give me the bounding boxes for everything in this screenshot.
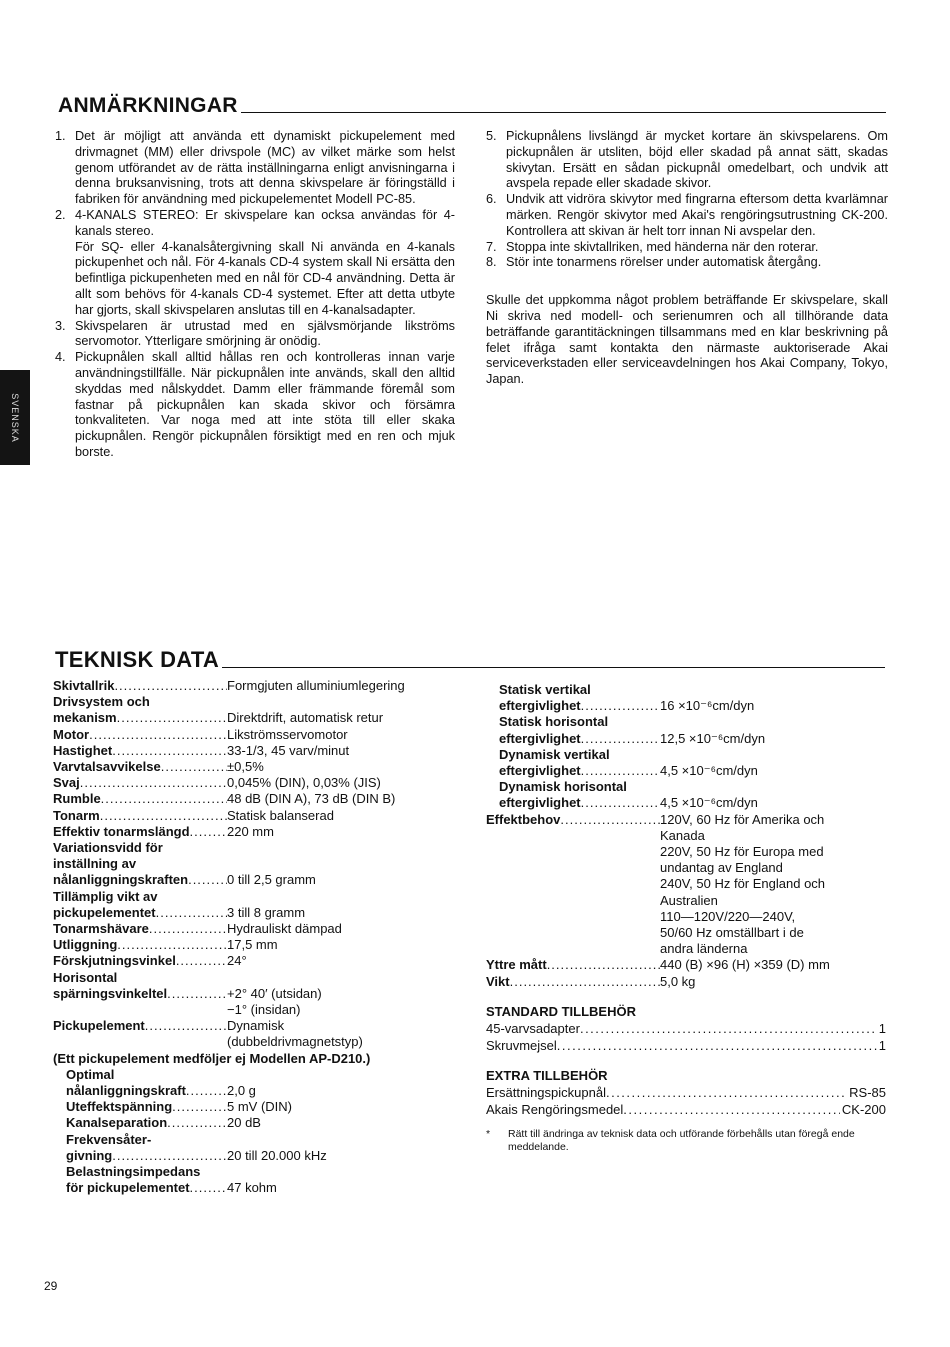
spec-value: 4,5 ×10⁻⁶cm/dyn xyxy=(660,795,758,811)
heading-rule xyxy=(241,112,886,113)
spec-row xyxy=(53,759,453,775)
spec-label: eftergivlighet xyxy=(499,795,581,811)
accessory-name: 45-varvsadapter xyxy=(486,1021,580,1037)
accessory-name: Akais Rengöringsmedel xyxy=(486,1101,624,1117)
spec-label: för pickupelementet xyxy=(66,1180,190,1196)
spec-label: Rumble xyxy=(53,791,101,807)
spec-value: 12,5 ×10⁻⁶cm/dyn xyxy=(660,730,766,746)
spec-label: Optimal xyxy=(66,1066,115,1082)
notes-heading-text: ANMÄRKNINGAR xyxy=(58,94,238,117)
accessory-row xyxy=(486,1021,886,1038)
spec-row xyxy=(53,953,453,969)
spec-label: Uteffektspänning xyxy=(66,1099,173,1115)
spec-value: Direktdrift, automatisk retur xyxy=(227,710,384,726)
spec-value: Kanada xyxy=(660,827,705,843)
spec-value: Australien xyxy=(660,892,718,908)
footnote-text: Rätt till ändringa av teknisk data och utförande förbehålls utan föregå ende meddelande. xyxy=(508,1128,855,1154)
spec-label: Pickupelement xyxy=(53,1018,145,1034)
language-tab-label: SVENSKA xyxy=(10,392,20,443)
spec-row xyxy=(486,974,886,990)
spec-label: Svaj xyxy=(53,775,80,791)
spec-value: 48 dB (DIN A), 73 dB (DIN B) xyxy=(227,791,396,807)
spec-value: 220V, 50 Hz för Europa med xyxy=(660,844,824,860)
spec-label: eftergivlighet xyxy=(499,698,581,714)
spec-value: Statisk balanserad xyxy=(227,807,334,823)
spec-row xyxy=(53,824,453,840)
spec-left-column xyxy=(53,678,453,1197)
notes-right-column xyxy=(486,129,888,401)
note-number: 6. xyxy=(486,192,497,207)
note-text: Stoppa inte skivtallriken, med händerna när den roterar. xyxy=(506,239,819,254)
spec-label: Dynamisk vertikal xyxy=(499,746,610,762)
heading-rule xyxy=(222,667,885,668)
spec-label: Skivtallrik xyxy=(53,678,115,693)
spec-label: Förskjutningsvinkel xyxy=(53,953,176,969)
spec-row xyxy=(53,710,453,726)
spec-value: 5 mV (DIN) xyxy=(227,1099,292,1115)
standard-accessories-title: STANDARD TILLBEHÖR xyxy=(486,1003,636,1019)
spec-label: eftergivlighet xyxy=(499,763,581,779)
accessory-qty: 1 xyxy=(878,1037,886,1053)
note-text: Pickupnålens livslängd är mycket kortare än skivspelarens. Om pickupnålen är utsliten, böjd eller skadad på annat sätt, skadas skivytan. Ersätt en sådan pickupnål omedelbart, och undvik att avspela repade eller skadade skivor. xyxy=(506,129,888,191)
spec-row xyxy=(53,986,453,1002)
spec-label: Statisk vertikal xyxy=(499,682,591,697)
note-text: Skivspelaren är utrustad med en självsmörjande likströms servomotor. Ytterligare smörjning är onödig. xyxy=(75,318,455,349)
spec-value: 220 mm xyxy=(227,823,274,839)
accessory-name: Skruvmejsel xyxy=(486,1037,557,1053)
spec-label: Statisk horisontal xyxy=(499,714,609,730)
spec-label: Tonarm xyxy=(53,807,100,823)
page-number: 29 xyxy=(44,1279,58,1293)
footnote xyxy=(486,1128,886,1154)
spec-label: Kanalseparation xyxy=(66,1115,168,1131)
spec-label: Belastningsimpedans xyxy=(66,1164,201,1180)
spec-label: Effektbehov xyxy=(486,811,561,827)
spec-label: Hastighet xyxy=(53,742,113,758)
spec-label: mekanism xyxy=(53,710,117,726)
spec-value: 47 kohm xyxy=(227,1180,277,1196)
spec-label: pickupelementet xyxy=(53,904,156,920)
spec-row xyxy=(53,921,453,937)
spec-row xyxy=(53,1018,453,1034)
spec-row xyxy=(53,872,453,888)
spec-value: 5,0 kg xyxy=(660,973,696,989)
spec-value: 4,5 ×10⁻⁶cm/dyn xyxy=(660,763,758,779)
spec-label: nålanliggningskraft xyxy=(66,1083,186,1099)
spec-label: Frekvensåter- xyxy=(66,1131,152,1147)
note-text: Det är möjligt att använda ett dynamiskt pickupelement med drivmagnet (MM) eller drivspole (MC) av vilket märke som helst genom utförandet av de rätta inställningarna enligt anvisningarna i denna bruksanvisning, trots att denna skivspelare är föringställd i fabriken för användning med pickupelementet Modell PC-85. xyxy=(75,129,455,207)
spec-row xyxy=(53,905,453,921)
accessory-row xyxy=(486,1085,886,1102)
spec-row xyxy=(53,1180,453,1196)
spec-label: Yttre mått xyxy=(486,957,547,973)
spec-row xyxy=(486,957,886,973)
spec-row xyxy=(486,812,886,828)
note-number: 7. xyxy=(486,239,497,254)
spec-value: ±0,5% xyxy=(227,759,264,775)
note-item xyxy=(486,240,888,256)
spec-row xyxy=(53,1083,453,1099)
spec-value: 120V, 60 Hz för Amerika och xyxy=(660,811,825,827)
tech-heading-text: TEKNISK DATA xyxy=(55,647,220,672)
note-item xyxy=(486,192,888,239)
accessory-qty: RS-85 xyxy=(849,1085,886,1101)
spec-label: Motor xyxy=(53,726,90,742)
spec-value: 0,045% (DIN), 0,03% (JIS) xyxy=(227,775,381,791)
note-number: 8. xyxy=(486,255,497,270)
spec-label: Tillämplig vikt av xyxy=(53,888,158,904)
spec-label: Dynamisk horisontal xyxy=(499,779,627,795)
spec-label: Varvtalsavvikelse xyxy=(53,759,161,775)
spec-value: 0 till 2,5 gramm xyxy=(227,872,316,888)
spec-label: eftergivlighet xyxy=(499,730,581,746)
note-item xyxy=(486,255,888,271)
spec-row xyxy=(53,1148,453,1164)
note-number: 5. xyxy=(486,129,497,143)
spec-row xyxy=(486,731,886,747)
spec-value: 16 ×10⁻⁶cm/dyn xyxy=(660,698,755,714)
spec-right-column xyxy=(486,682,886,1154)
spec-label: Tonarmshävare xyxy=(53,921,149,937)
spec-label: givning xyxy=(66,1147,113,1163)
accessory-row xyxy=(486,1038,886,1055)
note-number: 4. xyxy=(55,350,66,365)
accessory-name: Ersättningspickupnål xyxy=(486,1085,606,1101)
spec-row xyxy=(486,698,886,714)
spec-row xyxy=(53,727,453,743)
spec-label: spärningsvinkeltel xyxy=(53,985,168,1001)
spec-value: undantag av England xyxy=(660,860,783,876)
spec-value: Hydrauliskt dämpad xyxy=(227,921,342,937)
note-text: Undvik att vidröra skivytor med fingrarna eftersom detta kvarlämnar märken. Rengör skivytor med Akai's rengöringsutrustning CK-200. Kontrollera att skivan är helt torr innan Ni avspelar den. xyxy=(506,192,888,238)
tech-heading xyxy=(55,647,885,673)
spec-label: Effektiv tonarmslängd xyxy=(53,823,190,839)
spec-value: 20 till 20.000 kHz xyxy=(227,1147,327,1163)
spec-value: +2° 40′ (utsidan) xyxy=(227,985,322,1001)
spec-value: 2,0 g xyxy=(227,1083,256,1099)
spec-label: Utliggning xyxy=(53,937,118,953)
spec-value: −1° (insidan) xyxy=(227,1002,301,1018)
accessory-qty: CK-200 xyxy=(841,1101,886,1117)
extra-accessories-title: EXTRA TILLBEHÖR xyxy=(486,1068,608,1084)
spec-value: 240V, 50 Hz för England och xyxy=(660,876,826,892)
spec-value: Dynamisk xyxy=(227,1018,285,1034)
spec-label: Variationsvidd för xyxy=(53,840,163,856)
spec-row xyxy=(53,937,453,953)
note-item xyxy=(55,129,455,208)
spec-value: 33-1/3, 45 varv/minut xyxy=(227,742,350,758)
spec-value: 24° xyxy=(227,953,247,969)
accessory-row xyxy=(486,1102,886,1119)
language-tab xyxy=(0,370,30,465)
spec-row xyxy=(53,743,453,759)
spec-value: 50/60 Hz omställbart i de xyxy=(660,925,804,941)
spec-label: Vikt xyxy=(486,973,510,989)
spec-row xyxy=(486,795,886,811)
note-number: 1. xyxy=(55,129,66,143)
spec-note: (Ett pickupelement medföljer ej Modellen AP-D210.) xyxy=(53,1050,371,1066)
notes-left-column xyxy=(55,129,455,461)
spec-value: 20 dB xyxy=(227,1115,261,1131)
note-text: Stör inte tonarmens rörelser under automatisk återgång. xyxy=(506,255,822,270)
note-number: 3. xyxy=(55,318,66,333)
spec-label: Horisontal xyxy=(53,969,118,985)
footnote-mark: * xyxy=(486,1128,491,1141)
spec-row xyxy=(53,678,453,694)
spec-row xyxy=(486,763,886,779)
note-text: För SQ- eller 4-kanalsåtergivning skall Ni använda en 4-kanals pickupenhet och nål. För 4-kanals CD-4 system skall Ni ersätta den befintliga pickupenheten med en nål för CD-4 användning. Detta är allt som behövs för 4-kanals CD-4 systemet. Efter att detta utbyte har gjorts, skall skivspelaren anslutas till en 4-kanalsadapter. xyxy=(75,239,455,317)
spec-value: 17,5 mm xyxy=(227,937,278,953)
spec-label: nålanliggningskraften xyxy=(53,872,189,888)
note-item xyxy=(55,208,455,319)
spec-row xyxy=(53,791,453,807)
spec-value: 440 (B) ×96 (H) ×359 (D) mm xyxy=(660,957,830,973)
spec-row xyxy=(53,775,453,791)
note-item xyxy=(486,129,888,192)
spec-label: Drivsystem och xyxy=(53,694,150,710)
spec-value: 110—120V/220—240V, xyxy=(660,908,796,924)
spec-value: Formgjuten alluminiumlegering xyxy=(227,678,405,693)
spec-row xyxy=(53,1099,453,1115)
note-text: 4-KANALS STEREO: Er skivspelare kan ocksa användas för 4-kanals stereo. xyxy=(75,207,455,238)
spec-row xyxy=(53,1115,453,1131)
spec-label: inställning av xyxy=(53,856,137,872)
note-number: 2. xyxy=(55,207,66,222)
note-item xyxy=(55,350,455,461)
note-text: Pickupnålen skall alltid hållas ren och kontrolleras innan varje användningstillfälle. När pickupnålen inte används, skall den alltid skyddas med nålskyddet. Damm eller främmande föremål som fastnar på pickupnålen kan skada skivor och försämra tonkvaliteten. Var noga med att inte stöta till eller skaka pickupnålen. Rengör pickupnålen försiktigt med en ren och mjuk borste. xyxy=(75,350,455,459)
spec-value: (dubbeldrivmagnetstyp) xyxy=(227,1034,363,1050)
accessory-qty: 1 xyxy=(878,1021,886,1037)
note-item xyxy=(55,319,455,351)
spec-value: andra länderna xyxy=(660,941,748,957)
spec-value: 3 till 8 gramm xyxy=(227,904,306,920)
closing-paragraph: Skulle det uppkomma något problem beträffande Er skivspelare, skall Ni skriva ned modell- och serienumren och all tillhörande data beträffande garantitäckningen tillsammans med en klar beskrivning på felet ifråga samt kontakta den närmaste auktoriserade Akai serviceverkstaden eller serviceavdelningen hos Akai Company, Tokyo, Japan. xyxy=(486,293,888,387)
spec-row xyxy=(53,808,453,824)
spec-value: Likströmsservomotor xyxy=(227,726,348,742)
notes-heading xyxy=(58,94,886,118)
